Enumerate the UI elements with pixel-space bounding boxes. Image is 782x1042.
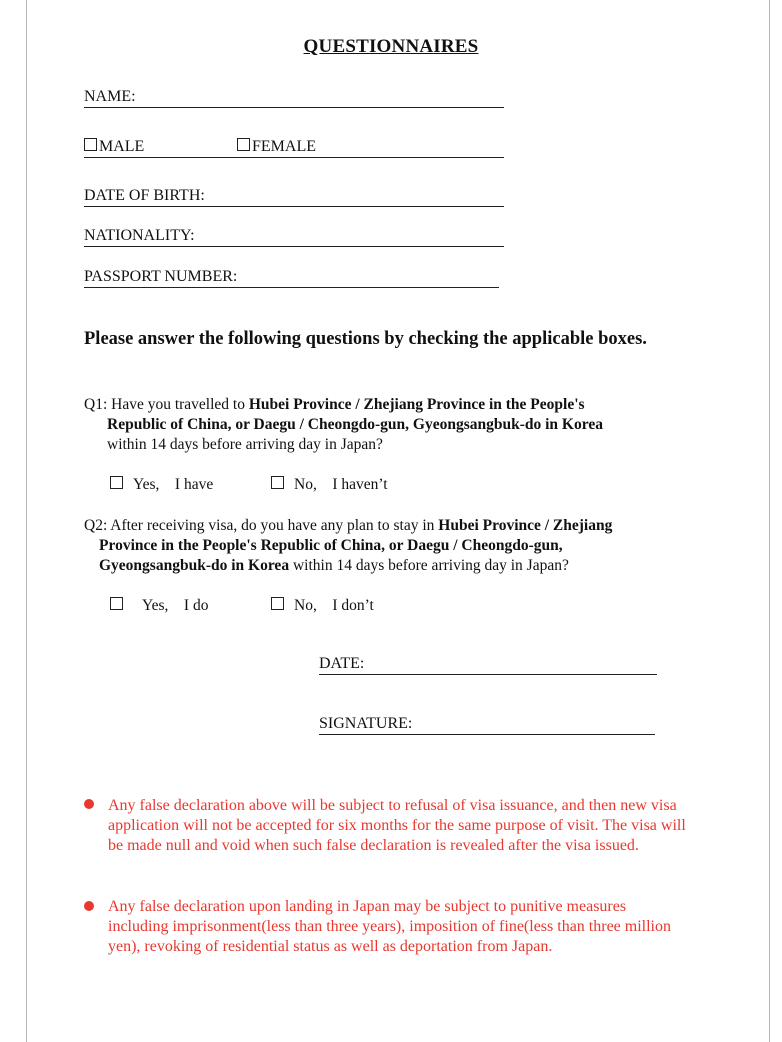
q1-yes-label: Yes, I have bbox=[133, 476, 214, 493]
gender-row bbox=[84, 136, 504, 158]
page-border-right bbox=[769, 0, 770, 1042]
q2-yes-checkbox[interactable] bbox=[110, 597, 123, 610]
instruction-text: Please answer the following questions by checking the applicable boxes. bbox=[84, 329, 647, 349]
q2-no-option[interactable] bbox=[271, 597, 374, 615]
question-1 bbox=[84, 395, 704, 455]
q2-yes-label: Yes, I do bbox=[142, 597, 209, 614]
male-checkbox[interactable] bbox=[84, 138, 97, 151]
dob-underline bbox=[84, 206, 504, 207]
dob-label: DATE OF BIRTH: bbox=[84, 187, 205, 204]
passport-underline bbox=[84, 287, 499, 288]
q2-bold-b: Province in the People's Republic of China, or Daegu / Cheongdo-gun, bbox=[99, 537, 563, 554]
date-label: DATE: bbox=[319, 655, 365, 672]
male-option[interactable] bbox=[84, 138, 144, 156]
q2-no-checkbox[interactable] bbox=[271, 597, 284, 610]
q1-prefix: Q1: Have you travelled to bbox=[84, 396, 249, 413]
name-underline bbox=[84, 107, 504, 108]
q2-yes-option[interactable] bbox=[110, 597, 208, 615]
notice-text: Any false declaration upon landing in Japan may be subject to punitive measures including imprisonment(less than three years), imposition of fine(less than three million yen), revoking of residential status as well as deportation from Japan. bbox=[108, 898, 671, 955]
q1-yes-checkbox[interactable] bbox=[110, 476, 123, 489]
notice-text: Any false declaration above will be subject to refusal of visa issuance, and then new visa application will not be accepted for six months for the same purpose of visit. The visa will be made null and void when such false declaration is revealed after the visa issued. bbox=[108, 797, 686, 854]
question-2 bbox=[84, 516, 704, 576]
notice-bullet bbox=[84, 799, 94, 809]
female-checkbox[interactable] bbox=[237, 138, 250, 151]
date-underline bbox=[319, 674, 657, 675]
date-field[interactable] bbox=[319, 653, 657, 675]
notice-bullet bbox=[84, 901, 94, 911]
q2-suffix: within 14 days before arriving day in Japan? bbox=[289, 557, 569, 574]
male-label: MALE bbox=[99, 138, 145, 155]
page-title: QUESTIONNAIRES bbox=[303, 36, 479, 57]
female-label: FEMALE bbox=[252, 138, 316, 155]
q2-bold-c: Gyeongsangbuk-do in Korea bbox=[99, 557, 290, 574]
name-label: NAME: bbox=[84, 88, 136, 105]
passport-label: PASSPORT NUMBER: bbox=[84, 268, 238, 285]
nationality-underline bbox=[84, 246, 504, 247]
female-option[interactable] bbox=[237, 138, 316, 156]
signature-field[interactable] bbox=[319, 713, 655, 735]
signature-label: SIGNATURE: bbox=[319, 715, 413, 732]
page-border-left bbox=[26, 0, 27, 1042]
q1-bold-line2: Republic of China, or Daegu / Cheongdo-gun, Gyeongsangbuk-do in Korea bbox=[107, 416, 603, 433]
name-field[interactable] bbox=[84, 86, 504, 108]
q1-suffix: within 14 days before arriving day in Japan? bbox=[107, 436, 383, 453]
q1-yes-option[interactable] bbox=[110, 476, 213, 494]
q2-no-label: No, I don’t bbox=[294, 597, 374, 614]
q2-bold-a: Hubei Province / Zhejiang bbox=[438, 517, 613, 534]
passport-field[interactable] bbox=[84, 266, 499, 288]
q1-no-checkbox[interactable] bbox=[271, 476, 284, 489]
q1-no-option[interactable] bbox=[271, 476, 388, 494]
q1-bold-line1: Hubei Province / Zhejiang Province in the People's bbox=[248, 396, 585, 413]
nationality-label: NATIONALITY: bbox=[84, 227, 195, 244]
dob-field[interactable] bbox=[84, 185, 504, 207]
q1-no-label: No, I haven’t bbox=[294, 476, 388, 493]
gender-underline bbox=[84, 157, 504, 158]
q2-prefix: Q2: After receiving visa, do you have any plan to stay in bbox=[84, 517, 439, 534]
signature-underline bbox=[319, 734, 655, 735]
nationality-field[interactable] bbox=[84, 225, 504, 247]
